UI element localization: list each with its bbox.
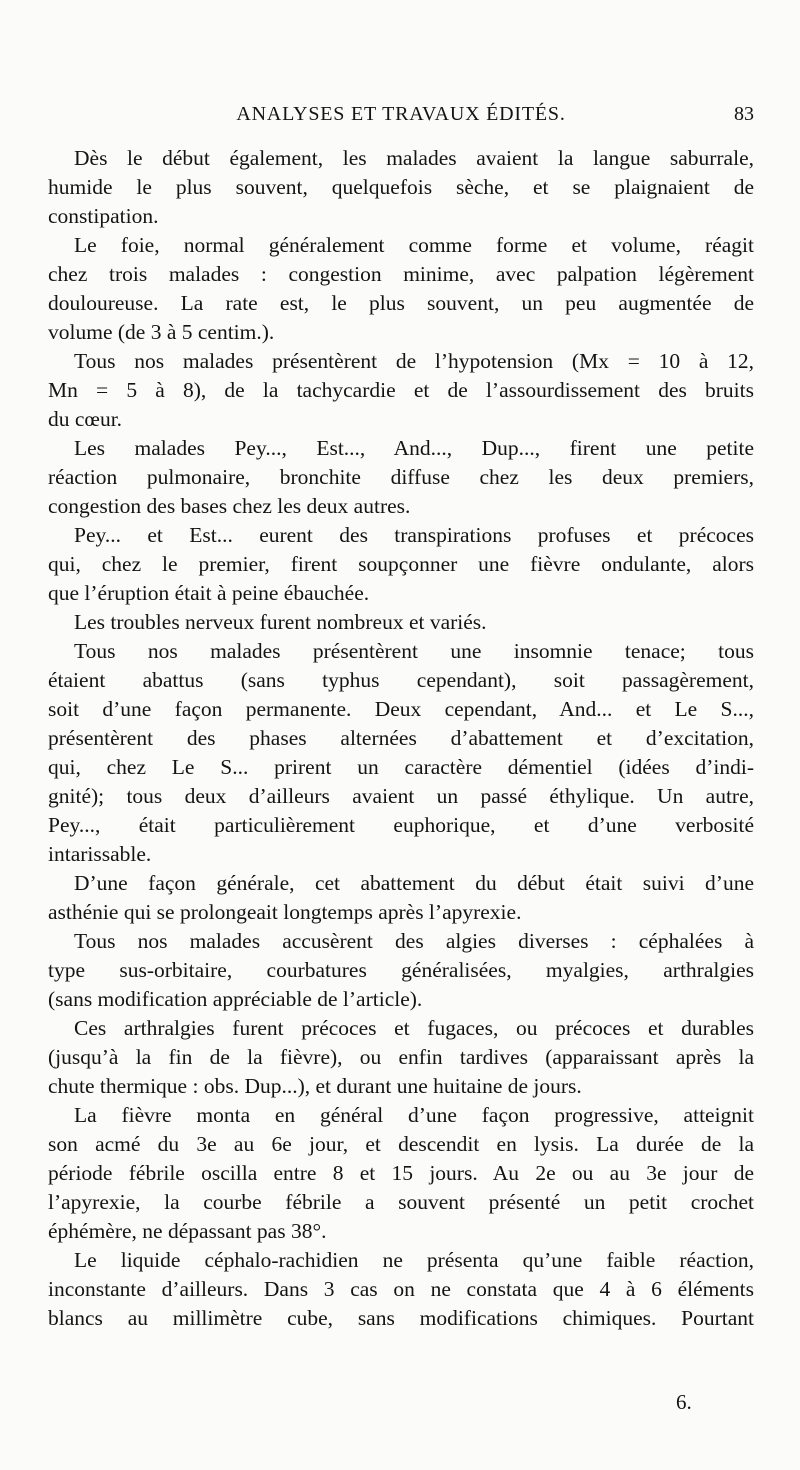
text-line: que l’éruption était à peine ébauchée.: [48, 581, 370, 605]
text-line: Dès le début également, les malades avaient la langue saburrale,: [74, 146, 754, 170]
text-line: inconstante d’ailleurs. Dans 3 cas on ne constata que 4 à 6 éléments: [48, 1277, 754, 1301]
text-line: l’apyrexie, la courbe fébrile a souvent présenté un petit crochet: [48, 1190, 754, 1214]
text-line: soit d’une façon permanente. Deux cependant, And... et Le S...,: [48, 697, 754, 721]
text-line: Tous nos malades présentèrent de l’hypotension (Mx = 10 à 12,: [74, 349, 754, 373]
text-line: présentèrent des phases alternées d’abattement et d’excitation,: [48, 726, 754, 750]
text-line: Pey..., était particulièrement euphorique, et d’une verbosité: [48, 813, 754, 837]
text-line: qui, chez le premier, firent soupçonner une fièvre ondulante, alors: [48, 552, 754, 576]
text-line: Le liquide céphalo-rachidien ne présenta qu’une faible réaction,: [74, 1248, 754, 1272]
body-text: [48, 144, 754, 1333]
text-line: humide le plus souvent, quelquefois sèche, et se plaignaient de: [48, 175, 754, 199]
text-line: Mn = 5 à 8), de la tachycardie et de l’assourdissement des bruits: [48, 378, 754, 402]
text-line: constipation.: [48, 204, 159, 228]
text-line: réaction pulmonaire, bronchite diffuse chez les deux premiers,: [48, 465, 754, 489]
text-line: du cœur.: [48, 407, 123, 431]
text-line: D’une façon générale, cet abattement du début était suivi d’une: [74, 871, 754, 895]
text-line: Les malades Pey..., Est..., And..., Dup..., firent une petite: [74, 436, 754, 460]
signature-mark: 6.: [676, 1390, 692, 1414]
text-line: Ces arthralgies furent précoces et fugaces, ou précoces et durables: [74, 1016, 754, 1040]
text-line: douloureuse. La rate est, le plus souvent, un peu augmentée de: [48, 291, 754, 315]
text-line: Le foie, normal généralement comme forme et volume, réagit: [74, 233, 754, 257]
text-line: éphémère, ne dépassant pas 38°.: [48, 1219, 327, 1243]
text-line: son acmé du 3e au 6e jour, et descendit en lysis. La durée de la: [48, 1132, 754, 1156]
text-line: chute thermique : obs. Dup...), et durant une huitaine de jours.: [48, 1074, 582, 1098]
text-line: congestion des bases chez les deux autres.: [48, 494, 411, 518]
text-line: Les troubles nerveux furent nombreux et variés.: [74, 610, 487, 634]
running-title: ANALYSES ET TRAVAUX ÉDITÉS.: [236, 103, 566, 125]
text-line: blancs au millimètre cube, sans modifications chimiques. Pourtant: [48, 1306, 754, 1330]
text-line: Tous nos malades présentèrent une insomnie tenace; tous: [74, 639, 754, 663]
text-line: qui, chez Le S... prirent un caractère démentiel (idées d’indi-: [48, 755, 754, 779]
text-line: (jusqu’à la fin de la fièvre), ou enfin tardives (apparaissant après la: [48, 1045, 754, 1069]
text-line: gnité); tous deux d’ailleurs avaient un passé éthylique. Un autre,: [48, 784, 754, 808]
text-line: Tous nos malades accusèrent des algies diverses : céphalées à: [74, 929, 754, 953]
text-line: volume (de 3 à 5 centim.).: [48, 320, 275, 344]
text-line: (sans modification appréciable de l’article).: [48, 987, 423, 1011]
text-line: période fébrile oscilla entre 8 et 15 jours. Au 2e ou au 3e jour de: [48, 1161, 754, 1185]
page-header: [48, 101, 754, 131]
text-line: type sus-orbitaire, courbatures généralisées, myalgies, arthralgies: [48, 958, 754, 982]
text-line: asthénie qui se prolongeait longtemps après l’apyrexie.: [48, 900, 522, 924]
page-number: 83: [734, 103, 754, 125]
text-line: Pey... et Est... eurent des transpirations profuses et précoces: [74, 523, 754, 547]
text-line: La fièvre monta en général d’une façon progressive, atteignit: [74, 1103, 754, 1127]
text-line: étaient abattus (sans typhus cependant), soit passagèrement,: [48, 668, 754, 692]
text-line: intarissable.: [48, 842, 152, 866]
text-line: chez trois malades : congestion minime, avec palpation légèrement: [48, 262, 754, 286]
